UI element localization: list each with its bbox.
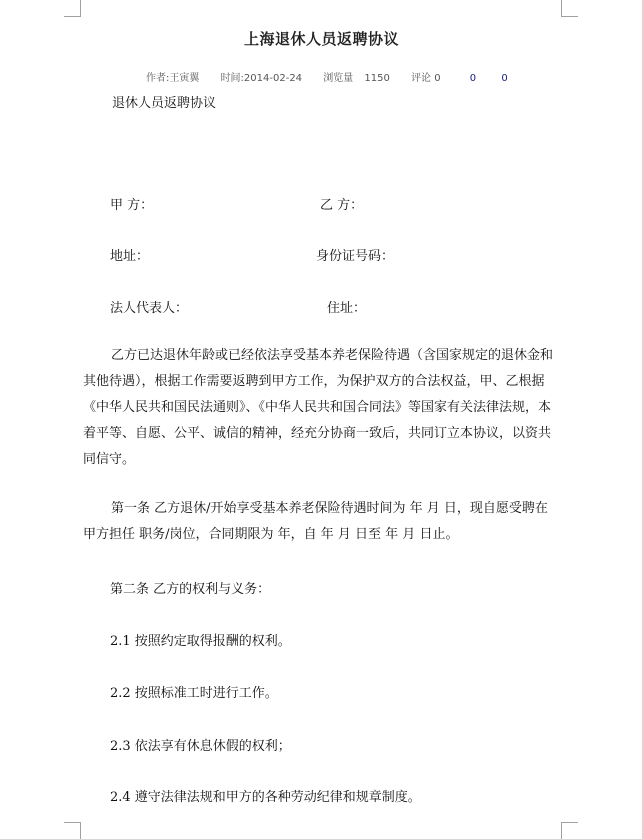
party-row [110, 194, 364, 213]
legal-rep-label: 法人代表人： [110, 301, 189, 316]
page-title: 上海退休人员返聘协议 [243, 30, 399, 48]
page-corner-mark-bottom-right [561, 822, 578, 839]
intro-paragraph: 乙方已达退休年龄或已经依法享受基本养老保险待遇（含国家规定的退休金和其他待遇），根据工作需要返聘到甲方工作，为保护双方的合法权益，甲、乙根据《中华人民共和国民法通则》、《中华人民共和国合同法》等国家有关法律法规，本着平等、自愿、公平、诚信的精神，经充分协商一致后，共同订立本协议，以资共同信守。 [83, 348, 554, 467]
clause-2-1: 2.1 按照约定取得报酬的权利。 [110, 634, 291, 649]
page-corner-mark-top-right [561, 0, 578, 17]
clause-2-3: 2.3 依法享有休息休假的权利； [110, 739, 291, 754]
article-meta [146, 69, 522, 84]
page-corner-mark-bottom-left [64, 822, 81, 839]
article-1-paragraph: 第一条 乙方退休/开始享受基本养老保险待遇时间为 年 月 日，现自愿受聘在甲方担任 职务/岗位，合同期限为 年，自 年 月 日至 年 月 日止。 [83, 501, 548, 542]
address-label: 地址： [110, 249, 150, 264]
document-label: 退休人员返聘协议 [112, 96, 217, 111]
page-corner-mark-top-left [64, 0, 81, 17]
meta-views-label: 浏览量 [323, 73, 354, 84]
article-2-heading: 第二条 乙方的权利与义务： [110, 582, 271, 597]
meta-views-value: 1150 [364, 73, 390, 84]
id-number-label: 身份证号码： [316, 249, 395, 264]
clause-2-2: 2.2 按照标准工时进行工作。 [110, 686, 278, 701]
legal-rep-row [110, 297, 367, 316]
meta-author: 作者:王寅翼 [146, 73, 200, 84]
meta-comments[interactable]: 评论 0 [411, 73, 441, 84]
clause-2-4: 2.4 遵守法律法规和甲方的各种劳动纪律和规章制度。 [110, 790, 421, 805]
meta-counter-b[interactable]: 0 [501, 73, 508, 84]
residence-label: 住址： [327, 301, 367, 316]
meta-counter-a[interactable]: 0 [469, 73, 477, 84]
meta-time: 时间:2014-02-24 [220, 73, 303, 84]
address-row [110, 245, 395, 264]
party-a-label: 甲 方： [110, 198, 154, 213]
party-b-label: 乙 方： [320, 198, 364, 213]
